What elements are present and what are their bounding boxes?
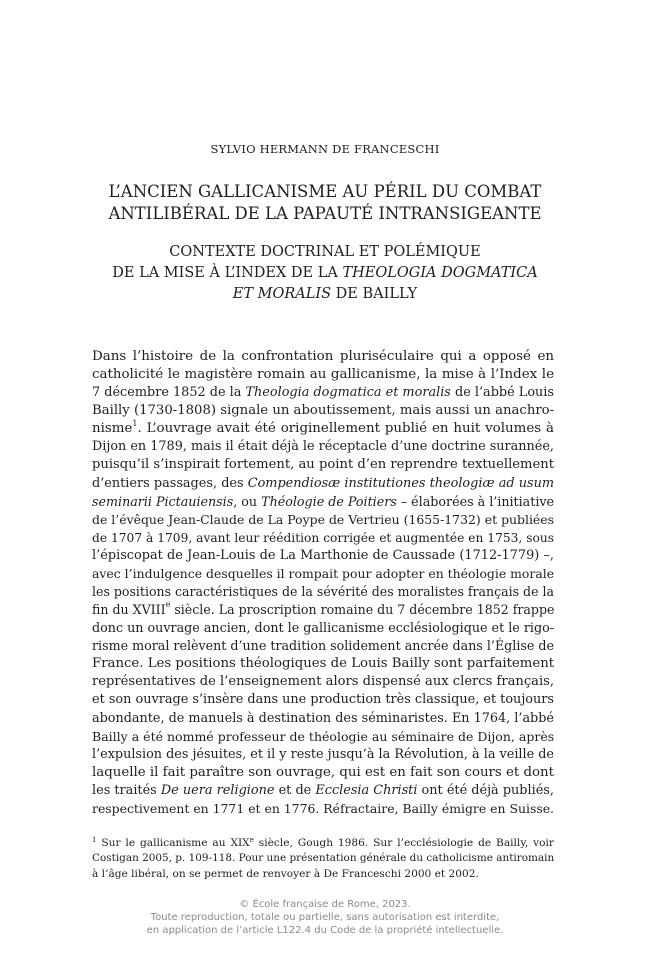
text-line: puisqu’il s’inspirait fortement, au point d’en reprendre textuellement: [92, 457, 554, 473]
article-title: [60, 181, 590, 225]
text-line: donc un ouvrage ancien, dont le gallicanisme ecclésiologique et le rigo-: [92, 620, 555, 636]
copyright-line: Toute reproduction, totale ou partielle, sans autorisation est interdite,: [150, 911, 500, 923]
footnote-number: 1: [92, 836, 97, 844]
text-line: France. Les positions théologiques de Louis Bailly sont parfaitement: [92, 656, 555, 672]
footnote-line: Costigan 2005, p. 109-118. Pour une présentation générale du catholicisme antiromain: [92, 852, 555, 865]
text-line: l’épiscopat de Jean-Louis de La Marthonie de Caussade (1712-1779) –,: [92, 547, 554, 563]
footnote-line: à l’âge libéral, on se permet de renvoyer à De Franceschi 2000 et 2002.: [92, 867, 479, 880]
text-line: les traités De uera religione et de Ecclesia Christi ont été déjà publiés,: [92, 782, 554, 798]
text-line: Dijon en 1789, mais il était déjà le réceptacle d’une doctrine surannée,: [92, 439, 554, 455]
text-line: laquelle il fait paraître son ouvrage, qui est en fait son cours et dont: [92, 764, 554, 780]
footnote-ref[interactable]: 1: [132, 419, 138, 429]
text-line: risme moral relèvent d’une tradition solidement ancrée dans l’Église de: [92, 638, 554, 654]
body-paragraph: [92, 348, 554, 818]
text-line: seminarii Pictauiensis, ou Théologie de Poitiers – élaborées à l’initiative: [92, 493, 555, 509]
article-subtitle: [60, 242, 590, 305]
text-line: catholicité le magistère romain au gallicanisme, la mise à l’Index le: [92, 367, 554, 383]
text-line: Bailly a été nommé professeur de théologie au séminaire de Dijon, après: [92, 728, 555, 744]
title-line: L’ANCIEN GALLICANISME AU PÉRIL DU COMBAT: [108, 182, 542, 201]
text-line: représentatives de l’enseignement alors dispensé aux clercs français,: [92, 674, 554, 690]
copyright-line: en application de l’article L122.4 du Code de la propriété intellectuelle.: [146, 924, 504, 936]
footnote: [92, 836, 554, 882]
text-line: fin du XVIIIe siècle. La proscription romaine du 7 décembre 1852 frappe: [92, 600, 555, 618]
text-line: l’expulsion des jésuites, et il y reste jusqu’à la Révolution, à la veille de: [92, 746, 554, 762]
text-line: de 1707 à 1709, avant leur réédition corrigée et augmentée en 1753, sous: [92, 530, 554, 545]
title-line: ANTILIBÉRAL DE LA PAPAUTÉ INTRANSIGEANTE: [108, 204, 542, 223]
subtitle-line: DE LA MISE À L’INDEX DE LA THEOLOGIA DOGMATICA: [112, 265, 538, 281]
text-line: nisme$^1$. L’ouvrage avait été originellement publié en huit volumes à: [92, 419, 554, 437]
subtitle-line: CONTEXTE DOCTRINAL ET POLÉMIQUE: [169, 244, 481, 260]
text-line: Dans l’histoire de la confrontation pluriséculaire qui a opposé en: [92, 349, 554, 364]
text-line: avec l’indulgence desquelles il rompait pour adopter en théologie morale: [92, 565, 555, 581]
copyright-notice: [0, 899, 650, 937]
copyright-line: © École française de Rome, 2023.: [239, 899, 411, 910]
text-line: Bailly (1730-1808) signale un aboutissement, mais aussi un anachro-: [92, 403, 555, 419]
text-line: de l’évêque Jean-Claude de La Poype de Vertrieu (1655-1732) et publiées: [92, 511, 554, 527]
text-line: 7 décembre 1852 de la Theologia dogmatica et moralis de l’abbé Louis: [92, 385, 554, 401]
text-line: et son ouvrage s’insère dans une production très classique, et toujours: [92, 692, 554, 708]
text-line: les positions caractéristiques de la sévérité des moralistes français de la: [92, 584, 554, 600]
subtitle-line: ET MORALIS DE BAILLY: [232, 286, 418, 302]
text-line: abondante, de manuels à destination des séminaristes. En 1764, l’abbé: [92, 710, 554, 726]
text-line: respectivement en 1771 et en 1776. Réfractaire, Bailly émigre en Suisse.: [92, 800, 554, 816]
author-name: SYLVIO HERMANN DE FRANCESCHI: [210, 142, 440, 156]
footnote-line: $^1$ Sur le gallicanisme au XIXe siècle, Gough 1986. Sur l’ecclésiologie de Bailly, voir: [92, 836, 554, 849]
text-line: d’entiers passages, des Compendiosæ institutiones theologiæ ad usum: [92, 475, 555, 491]
